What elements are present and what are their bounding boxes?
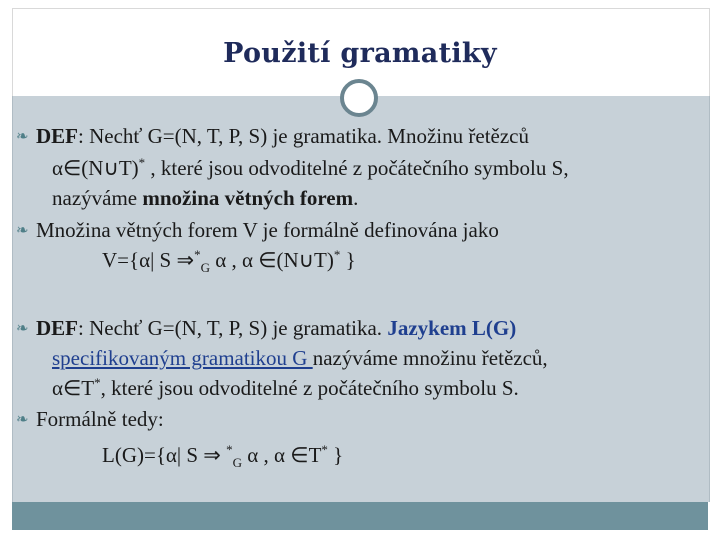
language-formula [102, 442, 344, 471]
sent-forms-line1: Množina větných forem V je formálně definována jako [36, 218, 499, 242]
formula-part: α , α ∈(N∪T) [209, 248, 334, 272]
def2-formula: α∈T [52, 376, 95, 400]
formula-part: } [340, 248, 356, 272]
def1-sup: * [138, 155, 146, 170]
def2-sup: * [94, 375, 101, 390]
formula-part: α , α ∈T [242, 443, 322, 467]
formula-part: } [327, 443, 344, 467]
formally-line: Formálně tedy: [36, 407, 164, 431]
def1-period: . [353, 186, 359, 210]
footer-bar [12, 502, 708, 530]
bullet-icon: ❧ [16, 319, 29, 337]
bullet-icon: ❧ [16, 127, 29, 145]
formula-sup: * [194, 247, 201, 262]
formula-sup: * [226, 442, 233, 457]
def1-text: : Nechť G=(N, T, P, S) je gramatika. Množinu řetězců [78, 124, 529, 148]
def1-text2: , které jsou odvoditelné z počátečního symbolu S, [145, 156, 569, 180]
def1-line3 [52, 186, 358, 210]
def2-keyword: DEF [36, 316, 78, 340]
def1-keyword: DEF [36, 124, 78, 148]
def2-line3 [52, 376, 519, 400]
def2-underlined: specifikovaným gramatikou G [52, 346, 313, 370]
def2-text: : Nechť G=(N, T, P, S) je gramatika. [78, 316, 388, 340]
def1-formula: α∈(N∪T) [52, 156, 139, 180]
def2-text3: , které jsou odvoditelné z počátečního symbolu S. [100, 376, 519, 400]
def1-line2 [52, 156, 569, 180]
formula-part: L(G)={α| S ⇒ [102, 443, 227, 467]
def2-text2: nazýváme množinu řetězců, [312, 346, 548, 370]
formula-sup: * [321, 442, 328, 457]
formula-sub: G [232, 455, 243, 471]
def1-text3: nazýváme [52, 186, 143, 210]
bullet-icon: ❧ [16, 221, 29, 239]
formula-sub: G [200, 260, 210, 276]
def2-line2 [52, 346, 548, 370]
def1-term: množina větných forem [142, 186, 354, 210]
def2-term: Jazykem L(G) [387, 316, 517, 340]
bullet-icon: ❧ [16, 410, 29, 428]
sent-forms-formula [102, 247, 356, 276]
def1-line1 [36, 124, 529, 148]
formula-part: V={α| S ⇒ [102, 248, 195, 272]
circle-ornament-icon [340, 79, 378, 117]
slide-title: Použití gramatiky [223, 38, 497, 69]
formula-sup: * [333, 247, 341, 262]
def2-line1 [36, 316, 516, 340]
